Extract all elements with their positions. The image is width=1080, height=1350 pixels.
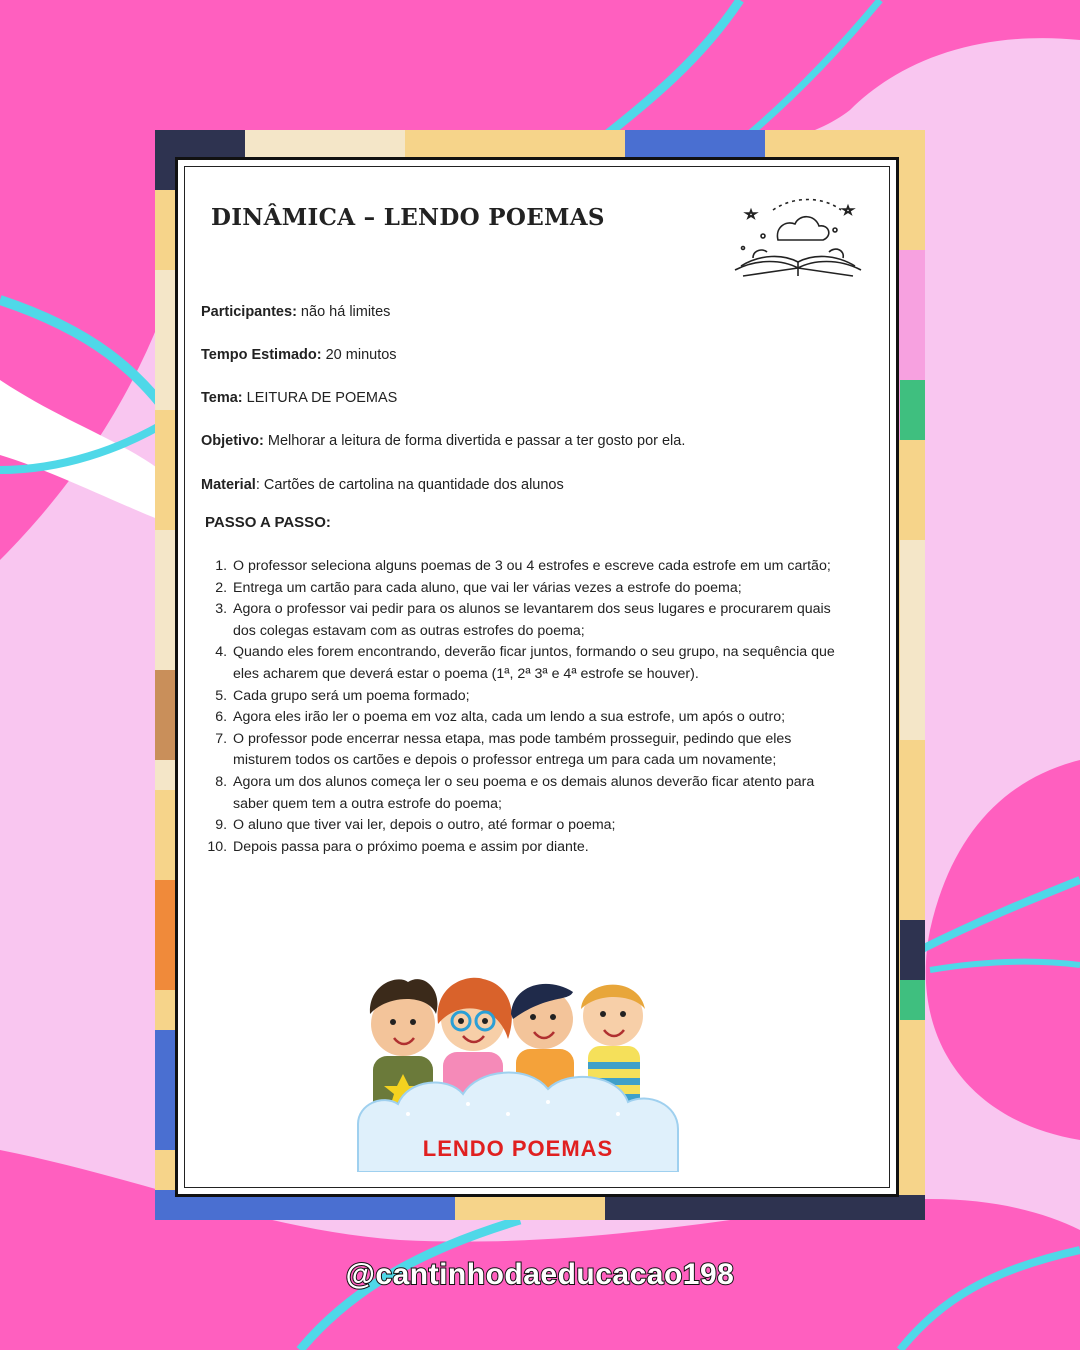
list-item: 4. Quando eles forem encontrando, deverão ficar juntos, formando o seu grupo, na sequência que eles acharem que deverá estar o poema (1ª, 2ª 3ª e 4ª estrofe se houver). <box>231 642 841 685</box>
field-value: : Cartões de cartolina na quantidade dos alunos <box>255 477 564 493</box>
field-label: Participantes: <box>201 304 297 320</box>
list-item: 3. Agora o professor vai pedir para os alunos se levantarem dos seus lugares e procurarem quais dos colegas estavam com as outras estrofes do poema; <box>231 599 841 642</box>
field-value: Melhorar a leitura de forma divertida e passar a ter gosto por ela. <box>263 433 686 449</box>
field-time <box>201 347 397 363</box>
field-objective <box>201 433 685 449</box>
list-item: 7. O professor pode encerrar nessa etapa, mas pode também prosseguir, pedindo que eles misturem todos os cartões e depois o professor entrega um para cada um novamente; <box>231 729 841 772</box>
field-label: Objetivo: <box>201 433 264 449</box>
steps-list <box>198 556 841 858</box>
field-label: Tema: <box>201 390 243 406</box>
field-participants <box>201 304 390 320</box>
list-item: 5. Cada grupo será um poema formado; <box>231 686 841 708</box>
steps-heading: PASSO A PASSO: <box>205 514 331 531</box>
field-value: não há limites <box>296 304 391 320</box>
field-material <box>201 477 564 493</box>
list-item: 1. O professor seleciona alguns poemas de 3 ou 4 estrofes e escreve cada estrofe em um cartão; <box>231 556 841 578</box>
illustration-caption: LENDO POEMAS <box>422 1136 614 1161</box>
field-theme <box>201 390 397 406</box>
document-frame <box>155 130 925 1220</box>
document-page <box>175 157 899 1197</box>
field-label: Tempo Estimado: <box>201 347 322 363</box>
field-value: 20 minutos <box>321 347 397 363</box>
document-title: DINÂMICA – LENDO POEMAS <box>211 204 605 231</box>
list-item: 8. Agora um dos alunos começa ler o seu poema e os demais alunos deverão ficar atento para saber quem tem a outra estrofe do poema; <box>231 772 841 815</box>
open-book-icon <box>723 188 873 288</box>
field-value: LEITURA DE POEMAS <box>242 390 398 406</box>
list-item: 6. Agora eles irão ler o poema em voz alta, cada um lendo a sua estrofe, um após o outro; <box>231 707 841 729</box>
list-item: 10. Depois passa para o próximo poema e assim por diante. <box>231 837 841 859</box>
field-label: Material <box>201 477 256 493</box>
social-handle: @cantinhodaeducacao198 <box>345 1258 735 1291</box>
list-item: 9. O aluno que tiver vai ler, depois o outro, até formar o poema; <box>231 815 841 837</box>
list-item: 2. Entrega um cartão para cada aluno, que vai ler várias vezes a estrofe do poema; <box>231 578 841 600</box>
